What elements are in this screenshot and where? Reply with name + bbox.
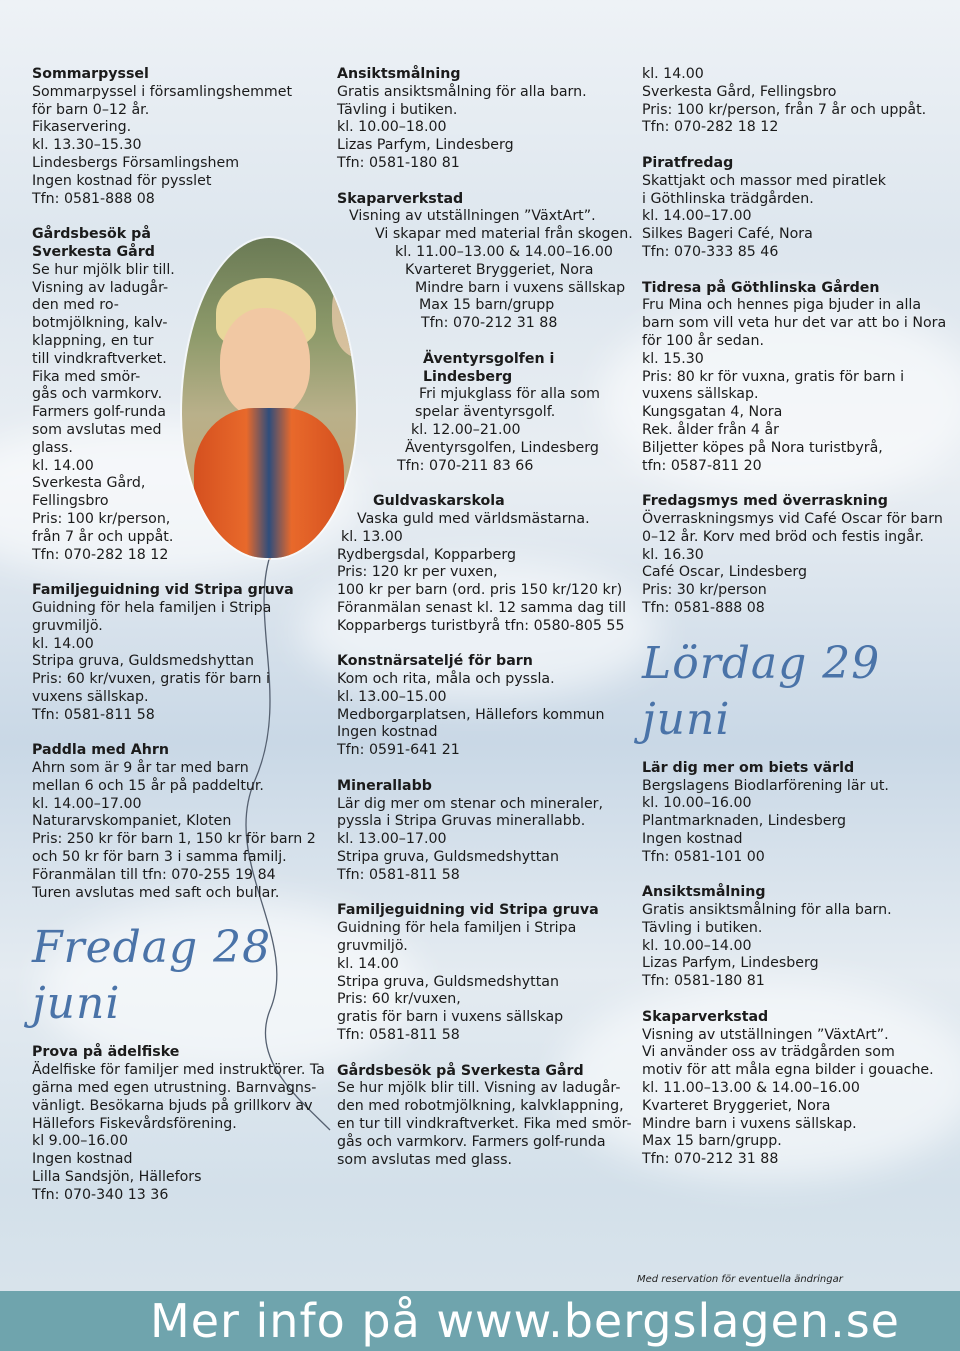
event-line: som avslutas med glass. — [337, 1151, 512, 1168]
event-line: Mindre barn i vuxens sällskap. — [642, 1115, 857, 1132]
event-line: den med robotmjölkning, kalvklappning, — [337, 1098, 624, 1115]
event-line: kl. 15.30 — [642, 350, 704, 367]
event-line: kl. 14.00–17.00 — [642, 208, 752, 225]
event-block — [642, 884, 937, 991]
footer-link-text[interactable]: Mer info på www.bergslagen.se — [150, 1294, 900, 1348]
column-left — [32, 66, 325, 1222]
event-line: kl. 10.00–16.00 — [642, 795, 752, 812]
event-block — [642, 155, 937, 262]
event-line: Fru Mina och hennes piga bjuder in alla — [642, 297, 922, 314]
event-line: gås och varmkorv. Farmers golf-runda — [337, 1133, 606, 1150]
event-line: kl. 14.00 — [32, 635, 94, 652]
event-title: Fredagsmys med överraskning — [642, 493, 888, 510]
event-line: gratis för barn i vuxens sällskap — [337, 1009, 564, 1026]
event-line: kl. 13.30–15.30 — [32, 137, 142, 154]
event-title: Konstnärsateljé för barn — [337, 653, 533, 670]
event-title: Gårdsbesök på — [32, 226, 151, 243]
event-block — [337, 493, 632, 635]
event-line: Föranmälan senast kl. 12 samma dag till — [337, 599, 627, 616]
event-line: Stripa gruva, Guldsmedshyttan — [337, 973, 559, 990]
event-line: kl. 16.30 — [642, 546, 704, 563]
event-title: Minerallabb — [337, 777, 432, 794]
event-line: Tfn: 070-212 31 88 — [642, 1151, 779, 1168]
event-line: Kopparbergs turistbyrå tfn: 0580-805 55 — [337, 617, 625, 634]
event-line: Ingen kostnad — [642, 830, 743, 847]
event-line: Lindesbergs Församlingshem — [32, 154, 240, 171]
event-line: den med ro- — [32, 297, 119, 314]
event-line: mellan 6 och 15 år på paddeltur. — [32, 777, 264, 794]
event-line: Tfn: 0581-811 58 — [337, 1027, 460, 1044]
event-line: Sverkesta Gård, Fellingsbro — [642, 83, 837, 100]
event-block — [642, 760, 937, 867]
event-block — [642, 66, 937, 137]
event-line: 100 kr per barn (ord. pris 150 kr/120 kr) — [337, 582, 623, 599]
event-line: Ingen kostnad — [32, 1151, 133, 1168]
event-line: Pris: 100 kr/person, från 7 år och uppåt. — [642, 101, 927, 118]
event-line: Plantmarknaden, Lindesberg — [642, 813, 847, 830]
event-line: Visning av ladugår- — [32, 279, 169, 296]
event-title: Skaparverkstad — [337, 190, 464, 207]
event-title: Paddla med Ahrn — [32, 742, 169, 759]
event-block — [337, 66, 632, 173]
event-line: kl. 13.00–15.00 — [337, 688, 447, 705]
event-line: Tfn: 070-212 31 88 — [421, 315, 558, 332]
event-line: Tävling i butiken. — [337, 101, 458, 118]
event-line: Hällefors Fiskevårdsförening. — [32, 1115, 237, 1132]
event-line: Naturarvskompaniet, Kloten — [32, 813, 232, 830]
event-line: Visning av utställningen ”VäxtArt”. — [642, 1026, 889, 1043]
event-line: Ingen kostnad — [337, 724, 438, 741]
event-line: Fikaservering. — [32, 119, 132, 136]
event-line: Sommarpyssel i församlingshemmet — [32, 83, 293, 100]
event-block — [32, 1044, 325, 1204]
event-block — [32, 742, 317, 902]
event-line: Föranmälan till tfn: 070-255 19 84 — [32, 866, 276, 883]
event-line: Guidning för hela familjen i Stripa — [32, 599, 272, 616]
event-line: Tfn: 0581-811 58 — [32, 706, 155, 723]
event-line: Fellingsbro — [32, 493, 109, 510]
event-line: Tfn: 0581-888 08 — [32, 190, 155, 207]
event-line: Tfn: 070-282 18 12 — [642, 119, 779, 136]
event-line: Pris: 100 kr/person, — [32, 510, 171, 527]
event-line: Tfn: 070-340 13 36 — [32, 1186, 169, 1203]
event-line: Överraskningsmys vid Café Oscar för barn — [642, 510, 943, 527]
event-title: Familjeguidning vid Stripa gruva — [32, 582, 294, 599]
event-line: kl. 14.00 — [337, 955, 399, 972]
event-line: Medborgarplatsen, Hällefors kommun — [337, 706, 605, 723]
event-line: kl. 14.00–17.00 — [32, 795, 142, 812]
event-line: Pris: 60 kr/vuxen, — [337, 991, 461, 1008]
event-line: tfn: 0587-811 20 — [642, 457, 762, 474]
event-line: botmjölkning, kalv- — [32, 315, 168, 332]
event-line: kl. 11.00–13.00 & 14.00–16.00 — [395, 243, 613, 260]
event-line: gärna med egen utrustning. Barnvagns- — [32, 1080, 317, 1097]
event-line: glass. — [32, 439, 73, 456]
event-line: Pris: 120 kr per vuxen, — [337, 564, 498, 581]
event-line: Tfn: 0581-101 00 — [642, 848, 765, 865]
event-line: vuxens sällskap. — [32, 688, 149, 705]
event-line: Tfn: 0581-180 81 — [337, 154, 460, 171]
day-heading: Lördag 29 juni — [642, 637, 881, 745]
event-line: gås och varmkorv. — [32, 386, 163, 403]
event-line: Fri mjukglass för alla som — [419, 386, 601, 403]
event-line: för barn 0–12 år. — [32, 101, 150, 118]
event-line: Ingen kostnad för pysslet — [32, 172, 212, 189]
footer-bar — [0, 1291, 960, 1351]
event-line: till vindkraftverket. — [32, 350, 167, 367]
event-block — [337, 778, 632, 885]
event-line: en tur till vindkraftverket. Fika med smör- — [337, 1116, 632, 1133]
event-line: Mindre barn i vuxens sällskap — [415, 279, 626, 296]
event-line: Pris: 250 kr för barn 1, 150 kr för barn 2 — [32, 831, 316, 848]
event-line: kl. 12.00–21.00 — [411, 421, 521, 438]
day-heading: Fredag 28 juni — [32, 922, 272, 1030]
event-line: Farmers golf-runda — [32, 404, 166, 421]
event-line: 0–12 år. Korv med bröd och festis ingår. — [642, 528, 924, 545]
event-line: Guidning för hela familjen i Stripa — [337, 920, 577, 937]
event-line: Tfn: 070-211 83 66 — [397, 457, 534, 474]
event-line: gruvmiljö. — [32, 617, 103, 634]
event-line: kl. 13.00–17.00 — [337, 831, 447, 848]
event-title: Ansiktsmålning — [642, 884, 766, 901]
event-title: Sverkesta Gård — [32, 243, 155, 260]
event-line: kl. 14.00 — [32, 457, 94, 474]
event-line: Gratis ansiktsmålning för alla barn. — [337, 83, 587, 100]
event-line: Gratis ansiktsmålning för alla barn. — [642, 902, 892, 919]
event-line: vänligt. Besökarna bjuds på grillkorv av — [32, 1097, 313, 1114]
event-line: pyssla i Stripa Gruvas minerallabb. — [337, 813, 586, 830]
event-title: Piratfredag — [642, 154, 734, 171]
event-line: Bergslagens Biodlarförening lär ut. — [642, 777, 889, 794]
event-line: Kungsgatan 4, Nora — [642, 404, 783, 421]
event-block — [337, 902, 632, 1044]
event-block — [642, 493, 943, 618]
event-line: Kvarteret Bryggeriet, Nora — [642, 1097, 831, 1114]
event-line: Sverkesta Gård, — [32, 475, 146, 492]
event-line: Kom och rita, måla och pyssla. — [337, 671, 555, 688]
event-line: Max 15 barn/grupp. — [642, 1133, 782, 1150]
event-block — [32, 582, 317, 724]
event-title: Lär dig mer om biets värld — [642, 759, 855, 776]
event-title: Ansiktsmålning — [337, 66, 461, 82]
event-block — [337, 351, 632, 476]
event-title: Prova på ädelfiske — [32, 1044, 180, 1061]
event-block — [337, 191, 632, 333]
event-line: Se hur mjölk blir till. — [32, 261, 175, 278]
event-line: Vaska guld med världsmästarna. — [357, 510, 590, 527]
event-line: Tävling i butiken. — [642, 919, 763, 936]
event-line: kl. 11.00–13.00 & 14.00–16.00 — [642, 1080, 860, 1097]
event-line: Max 15 barn/grupp — [419, 297, 555, 314]
event-line: Pris: 30 kr/person — [642, 582, 767, 599]
event-line: Lizas Parfym, Lindesberg — [642, 955, 819, 972]
event-title: Familjeguidning vid Stripa gruva — [337, 902, 599, 919]
event-line: Tfn: 0591-641 21 — [337, 742, 460, 759]
event-line: Lilla Sandsjön, Hällefors — [32, 1169, 202, 1186]
event-title: Skaparverkstad — [642, 1008, 769, 1025]
event-line: Rek. ålder från 4 år — [642, 421, 779, 438]
event-line: Biljetter köpes på Nora turistbyrå, — [642, 439, 883, 456]
event-line: Tfn: 0581-888 08 — [642, 599, 765, 616]
event-line: Kvarteret Bryggeriet, Nora — [405, 261, 594, 278]
event-line: Tfn: 0581-811 58 — [337, 866, 460, 883]
event-line: i Göthlinska trädgården. — [642, 190, 814, 207]
event-line: kl. 14.00 — [642, 66, 704, 82]
event-line: Silkes Bageri Café, Nora — [642, 226, 813, 243]
event-title: Sommarpyssel — [32, 66, 149, 82]
event-line: Skattjakt och massor med piratlek — [642, 172, 887, 189]
event-line: från 7 år och uppåt. — [32, 528, 174, 545]
event-line: Ädelfiske för familjer med instruktörer. Ta — [32, 1062, 325, 1079]
column-middle — [337, 66, 632, 1187]
event-line: Café Oscar, Lindesberg — [642, 564, 808, 581]
event-line: vuxens sällskap. — [642, 386, 759, 403]
event-line: klappning, en tur — [32, 332, 154, 349]
event-line: för 100 år sedan. — [642, 332, 764, 349]
event-line: Tfn: 070-333 85 46 — [642, 243, 779, 260]
event-line: spelar äventyrsgolf. — [415, 404, 556, 421]
event-line: Rydbergsdal, Kopparberg — [337, 546, 516, 563]
event-line: Vi skapar med material från skogen. — [375, 226, 633, 243]
event-line: Pris: 60 kr/vuxen, gratis för barn i — [32, 671, 270, 688]
event-line: och 50 kr för barn 3 i samma familj. — [32, 849, 287, 866]
event-line: Stripa gruva, Guldsmedshyttan — [32, 653, 254, 670]
event-line: Tfn: 0581-180 81 — [642, 973, 765, 990]
event-title: Gårdsbesök på Sverkesta Gård — [337, 1062, 584, 1079]
column-right — [642, 66, 947, 1187]
event-title: Guldvaskarskola — [373, 493, 505, 510]
event-block — [642, 279, 947, 476]
event-line: Ahrn som är 9 år tar med barn — [32, 760, 249, 777]
event-title: Tidresa på Göthlinska Gården — [642, 279, 880, 296]
event-line: Visning av utställningen ”VäxtArt”. — [349, 208, 596, 225]
footer-note: Med reservation för eventuella ändringar — [637, 1274, 843, 1285]
event-line: Äventyrsgolfen, Lindesberg — [405, 439, 599, 456]
event-title: Äventyrsgolfen i Lindesberg — [423, 350, 555, 385]
event-line: Fika med smör- — [32, 368, 141, 385]
event-line: Lär dig mer om stenar och mineraler, — [337, 795, 604, 812]
event-line: gruvmiljö. — [337, 938, 408, 955]
event-block — [32, 66, 317, 208]
event-line: kl. 10.00–14.00 — [642, 937, 752, 954]
event-block — [642, 1009, 937, 1169]
event-line: Turen avslutas med saft och bullar. — [32, 884, 280, 901]
event-line: kl. 13.00 — [341, 528, 403, 545]
event-line: Vi använder oss av trädgården som — [642, 1044, 895, 1061]
event-line: barn som vill veta hur det var att bo i Nora — [642, 315, 947, 332]
event-line: Stripa gruva, Guldsmedshyttan — [337, 849, 559, 866]
event-block — [32, 226, 317, 564]
event-line: motiv för att måla egna bilder i gouache. — [642, 1062, 934, 1079]
event-line: Pris: 80 kr för vuxna, gratis för barn i — [642, 368, 905, 385]
event-line: Se hur mjölk blir till. Visning av ladugår- — [337, 1080, 621, 1097]
event-line: kl 9.00–16.00 — [32, 1133, 128, 1150]
event-line: Lizas Parfym, Lindesberg — [337, 137, 514, 154]
event-line: som avslutas med — [32, 421, 162, 438]
event-line: kl. 10.00–18.00 — [337, 119, 447, 136]
event-line: Tfn: 070-282 18 12 — [32, 546, 169, 563]
event-block — [337, 653, 632, 760]
event-block — [337, 1063, 632, 1170]
